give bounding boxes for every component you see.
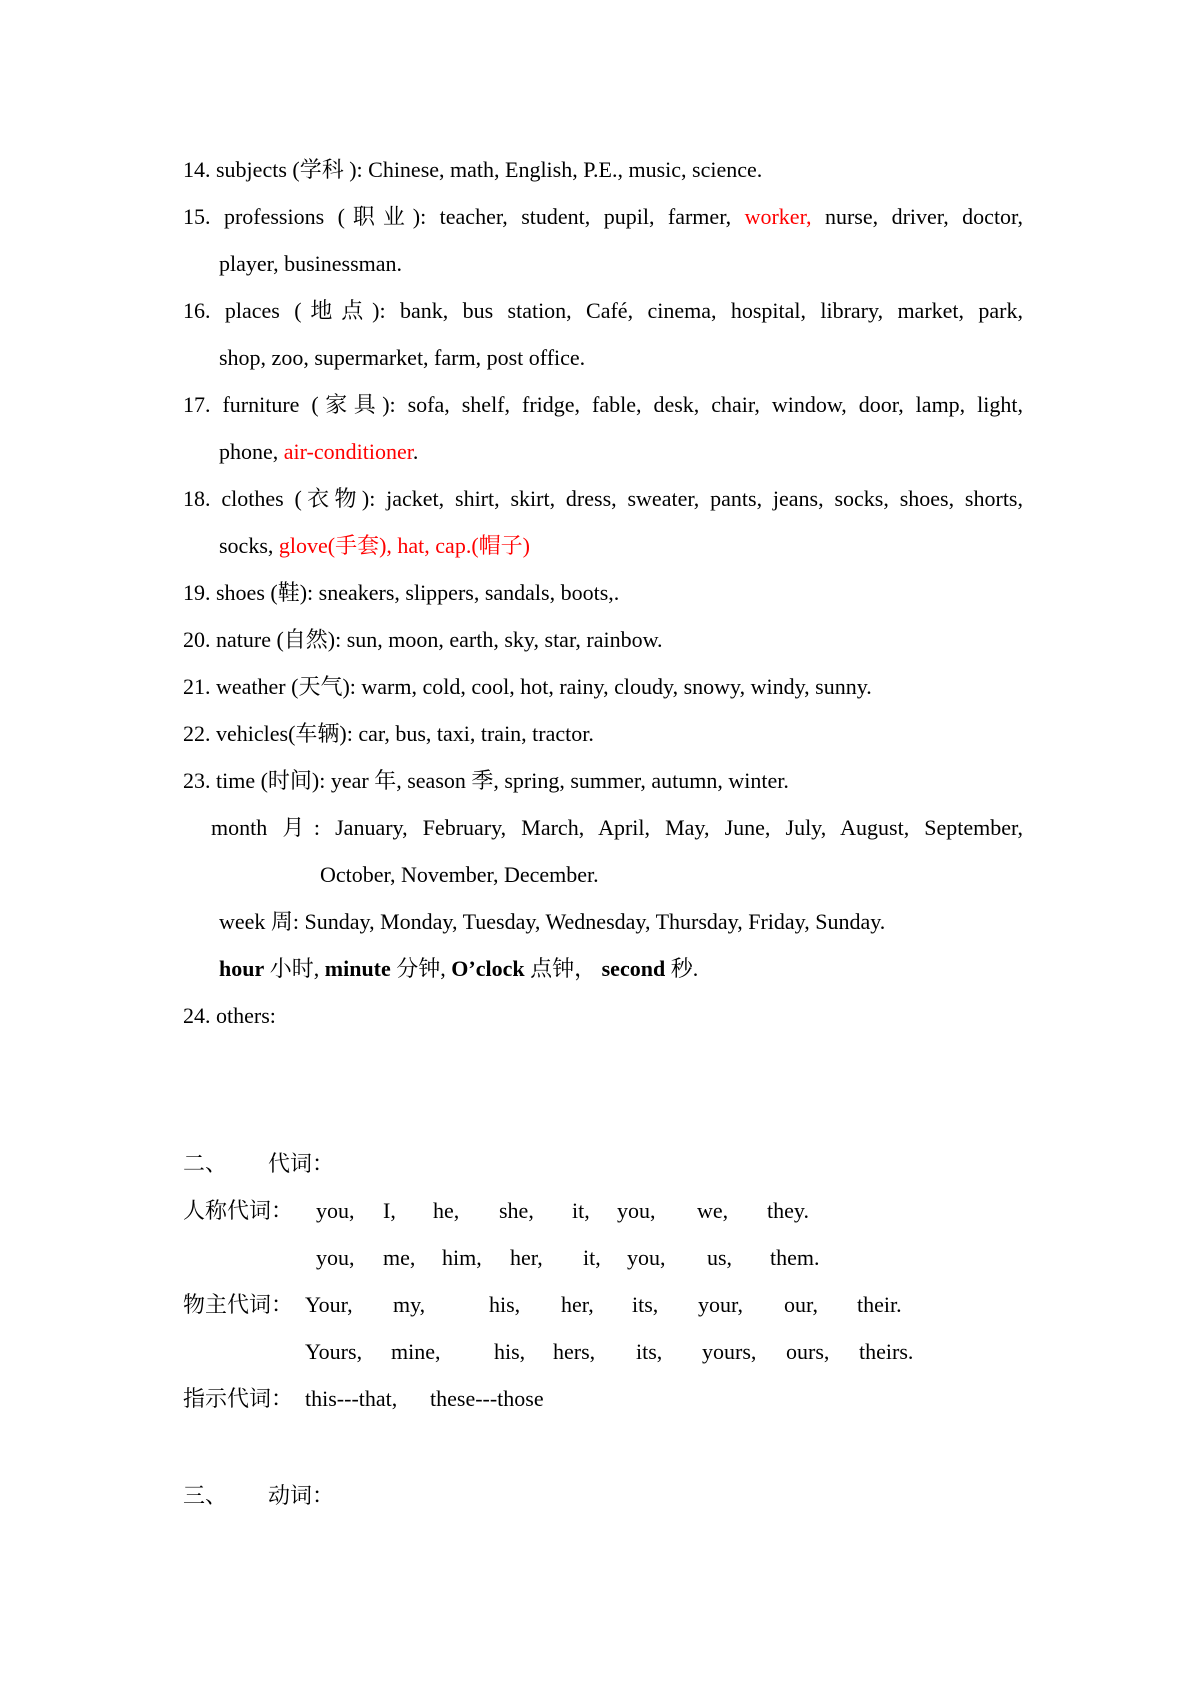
item-21-text: 21. weather (天气): warm, cold, cool, hot, rainy, cloudy, snowy, windy, sunny. — [183, 674, 872, 699]
item-21 — [183, 672, 872, 702]
item-23-month-text-a: month 月: January, February, March, April, May, June, July, August, September, — [211, 815, 1023, 840]
item-24 — [183, 1001, 276, 1031]
item-18-line2 — [219, 531, 530, 561]
second-word: second — [601, 956, 666, 981]
item-14-text: 14. subjects (学科 ): Chinese, math, English, P.E., music, science. — [183, 157, 763, 182]
item-18-line1 — [183, 484, 1023, 514]
hour-zh: 小时, — [264, 956, 325, 981]
item-16-line1 — [183, 296, 1023, 326]
item-15-line1 — [183, 202, 1023, 232]
possessive-pronoun-label — [183, 1290, 293, 1320]
item-23-month-text-b: October, November, December. — [320, 862, 599, 887]
item-17-text-c: . — [412, 439, 419, 464]
item-18-text-a: 18. clothes (衣物): jacket, shirt, skirt, dress, sweater, pants, jeans, socks, shoes, shorts, — [183, 486, 1023, 511]
possessive-row1-cell: our, — [784, 1292, 818, 1317]
item-14 — [183, 155, 762, 185]
personal-row1-cell: it, — [572, 1198, 590, 1223]
personal-row2-cell: them. — [770, 1245, 820, 1270]
oclock-word: O’clock — [451, 956, 525, 981]
possessive-row1-cell: Your, — [305, 1292, 353, 1317]
personal-row1-cell: he, — [433, 1198, 460, 1223]
item-16-text-b: shop, zoo, supermarket, farm, post office. — [219, 345, 586, 370]
item-15-highlight: worker, — [744, 204, 812, 229]
verb-section-title — [268, 1481, 334, 1511]
possessive-row1-cell: his, — [489, 1292, 521, 1317]
personal-row2-cell: it, — [583, 1245, 601, 1270]
personal-row2-cell: us, — [707, 1245, 733, 1270]
second-zh: 秒. — [665, 956, 699, 981]
item-23-month-line2 — [320, 860, 599, 890]
item-22-text: 22. vehicles(车辆): car, bus, taxi, train, tractor. — [183, 721, 594, 746]
item-20 — [183, 625, 663, 655]
possessive-label-text: 物主代词： — [183, 1292, 294, 1317]
possessive-row2-cell: mine, — [391, 1339, 441, 1364]
item-20-text: 20. nature (自然): sun, moon, earth, sky, star, rainbow. — [183, 627, 663, 652]
item-17-text-a: 17. furniture (家具): sofa, shelf, fridge, fable, desk, chair, window, door, lamp, light, — [183, 392, 1023, 417]
personal-row1-cell: you, — [316, 1198, 355, 1223]
personal-row2-cell: her, — [510, 1245, 543, 1270]
pronoun-heading-label: 代词： — [268, 1151, 335, 1176]
personal-row2-cell: him, — [442, 1245, 482, 1270]
personal-row2-cell: you, — [316, 1245, 355, 1270]
pronoun-heading-num: 二、 — [183, 1151, 228, 1176]
item-19 — [183, 578, 619, 608]
item-23-week-text: week 周: Sunday, Monday, Tuesday, Wednesday, Thursday, Friday, Sunday. — [219, 909, 886, 934]
verb-heading-num: 三、 — [183, 1483, 228, 1508]
possessive-row2-cell: Yours, — [305, 1339, 363, 1364]
pronoun-section-heading — [183, 1149, 227, 1179]
personal-row2-cell: you, — [627, 1245, 666, 1270]
personal-label-text: 人称代词： — [183, 1198, 294, 1223]
verb-section-heading — [183, 1481, 227, 1511]
verb-heading-label: 动词： — [268, 1483, 335, 1508]
item-16-line2 — [219, 343, 585, 373]
item-23-month-line1 — [211, 813, 1023, 843]
personal-row1-cell: they. — [767, 1198, 809, 1223]
possessive-row2-cell: theirs. — [859, 1339, 914, 1364]
item-23-hour — [219, 954, 698, 984]
personal-pronoun-label — [183, 1196, 293, 1226]
personal-row1-cell: I, — [383, 1198, 396, 1223]
item-15-text-b: nurse, driver, doctor, — [824, 204, 1024, 229]
personal-row2-cell: me, — [383, 1245, 416, 1270]
item-23-week — [219, 907, 885, 937]
personal-row1-cell: you, — [617, 1198, 656, 1223]
demonstrative-label-text: 指示代词： — [183, 1386, 294, 1411]
possessive-row1-cell: their. — [857, 1292, 902, 1317]
item-16-text-a: 16. places (地点): bank, bus station, Café, cinema, hospital, library, market, park, — [183, 298, 1023, 323]
item-24-text: 24. others: — [183, 1003, 276, 1028]
demonstrative-pair-a: this---that, — [305, 1386, 398, 1411]
item-17-line2 — [219, 437, 418, 467]
possessive-row2-cell: its, — [636, 1339, 663, 1364]
item-17-line1 — [183, 390, 1023, 420]
hour-word: hour — [219, 956, 265, 981]
pronoun-section-title — [268, 1149, 334, 1179]
item-23 — [183, 766, 789, 796]
demonstrative-pronoun-label — [183, 1384, 293, 1414]
minute-zh: 分钟, — [390, 956, 452, 981]
demonstrative-pair-b: these---those — [430, 1386, 544, 1411]
possessive-row2-cell: yours, — [702, 1339, 757, 1364]
minute-word: minute — [324, 956, 391, 981]
item-19-text: 19. shoes (鞋): sneakers, slippers, sandals, boots,. — [183, 580, 620, 605]
item-18-text-b: socks, — [219, 533, 274, 558]
item-15-text-c: player, businessman. — [219, 251, 403, 276]
personal-row1-cell: she, — [499, 1198, 534, 1223]
item-15-line2 — [219, 249, 402, 279]
possessive-row1-cell: my, — [393, 1292, 426, 1317]
personal-row1-cell: we, — [697, 1198, 729, 1223]
item-17-text-b: phone, — [219, 439, 279, 464]
item-18-highlight: glove(手套), hat, cap.(帽子) — [278, 533, 530, 558]
item-22 — [183, 719, 594, 749]
item-23-text: 23. time (时间): year 年, season 季, spring, summer, autumn, winter. — [183, 768, 789, 793]
possessive-row2-cell: his, — [494, 1339, 526, 1364]
possessive-row2-cell: ours, — [786, 1339, 830, 1364]
item-17-highlight: air-conditioner — [283, 439, 413, 464]
possessive-row2-cell: hers, — [553, 1339, 596, 1364]
oclock-zh: 点钟， — [524, 956, 602, 981]
possessive-row1-cell: her, — [561, 1292, 594, 1317]
item-15-text-a: 15. professions (职业): teacher, student, pupil, farmer, — [183, 204, 732, 229]
possessive-row1-cell: its, — [632, 1292, 659, 1317]
possessive-row1-cell: your, — [698, 1292, 743, 1317]
